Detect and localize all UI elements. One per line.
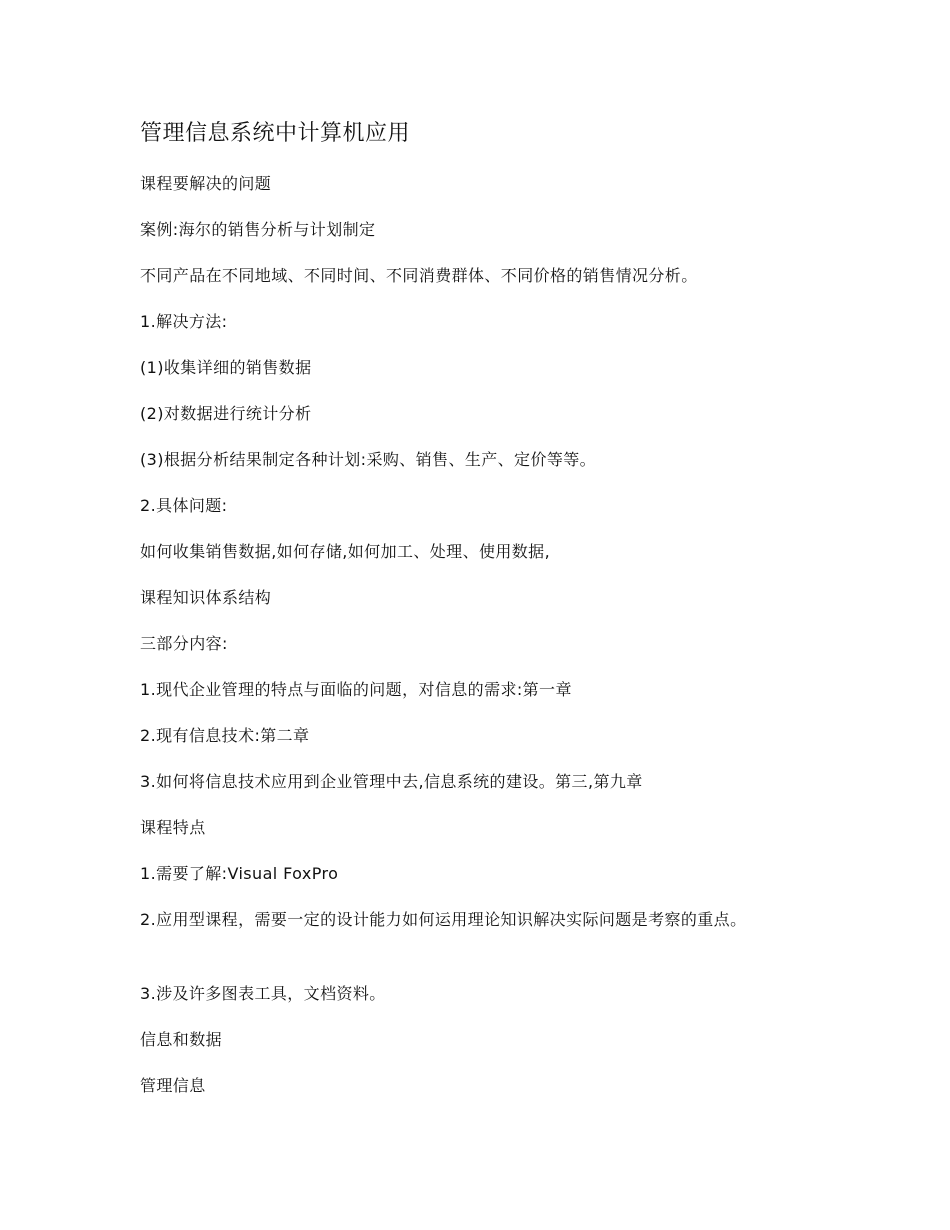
paragraph-part-1: 1.现代企业管理的特点与面临的问题，对信息的需求:第一章	[140, 680, 572, 699]
document-title: 管理信息系统中计算机应用	[140, 121, 411, 146]
heading-information-data: 信息和数据	[140, 1030, 223, 1049]
paragraph-solution-heading: 1.解决方法:	[140, 312, 228, 331]
heading-management-information: 管理信息	[140, 1076, 206, 1095]
paragraph-part-3: 3.如何将信息技术应用到企业管理中去,信息系统的建设。第三,第九章	[140, 772, 643, 791]
paragraph-analysis: 不同产品在不同地域、不同时间、不同消费群体、不同价格的销售情况分析。	[140, 266, 698, 285]
heading-course-features: 课程特点	[140, 818, 206, 837]
paragraph-feature-3: 3.涉及许多图表工具，文档资料。	[140, 984, 386, 1003]
paragraph-step-2: (2)对数据进行统计分析	[140, 404, 312, 423]
paragraph-specific-problems: 2.具体问题:	[140, 496, 228, 515]
paragraph-three-parts: 三部分内容:	[140, 634, 228, 653]
paragraph-feature-2: 2.应用型课程，需要一定的设计能力如何运用理论知识解决实际问题是考察的重点。	[140, 910, 747, 929]
paragraph-case: 案例:海尔的销售分析与计划制定	[140, 220, 376, 239]
paragraph-step-3: (3)根据分析结果制定各种计划:采购、销售、生产、定价等等。	[140, 450, 597, 469]
paragraph-step-1: (1)收集详细的销售数据	[140, 358, 312, 377]
paragraph-data-questions: 如何收集销售数据,如何存储,如何加工、处理、使用数据,	[140, 542, 551, 561]
heading-knowledge-structure: 课程知识体系结构	[140, 588, 272, 607]
heading-course-problems: 课程要解决的问题	[140, 174, 272, 193]
paragraph-part-2: 2.现有信息技术:第二章	[140, 726, 310, 745]
paragraph-feature-1: 1.需要了解:Visual FoxPro	[140, 864, 339, 883]
